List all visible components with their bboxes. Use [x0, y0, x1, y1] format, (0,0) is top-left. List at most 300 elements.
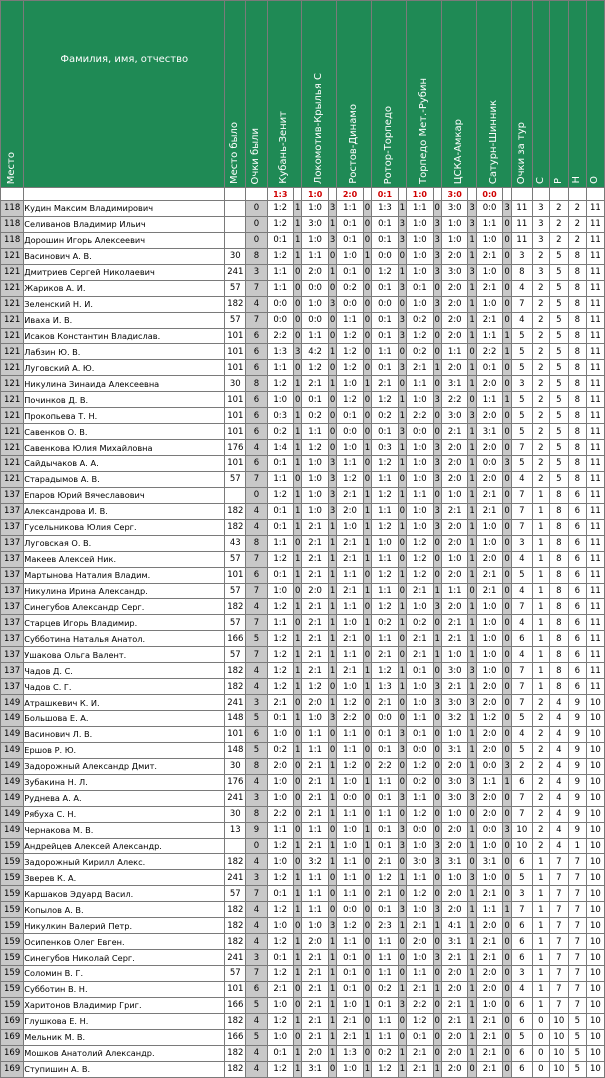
- was-points-cell: 4: [246, 934, 267, 950]
- prediction-cell: 1:2: [372, 870, 398, 886]
- s-cell: 1: [532, 902, 549, 918]
- prediction-cell: 2:0: [302, 583, 328, 599]
- points-cell: 1: [468, 567, 476, 583]
- o-cell: 10: [586, 822, 604, 838]
- prediction-cell: 0:1: [267, 1045, 293, 1061]
- table-row: [1, 392, 605, 408]
- was-place-cell: 182: [225, 519, 246, 535]
- was-points-cell: 4: [246, 440, 267, 456]
- points-cell: 0: [328, 408, 336, 424]
- prediction-cell: 2:1: [476, 934, 502, 950]
- s-cell: 1: [532, 631, 549, 647]
- prediction-cell: 0:0: [372, 296, 398, 312]
- prediction-cell: 1:0: [441, 870, 467, 886]
- s-cell: 0: [532, 1045, 549, 1061]
- prediction-cell: 2:0: [441, 456, 467, 472]
- points-cell: 3: [468, 774, 476, 790]
- was-place-cell: 241: [225, 870, 246, 886]
- points-cell: 0: [503, 695, 511, 711]
- prediction-cell: 1:0: [337, 615, 363, 631]
- points-cell: 0: [433, 344, 441, 360]
- o-cell: 11: [586, 503, 604, 519]
- prediction-cell: 0:1: [337, 408, 363, 424]
- points-cell: 1: [293, 216, 301, 232]
- s-cell: 1: [532, 870, 549, 886]
- was-place-cell: 101: [225, 456, 246, 472]
- prediction-cell: 1:0: [476, 599, 502, 615]
- was-points-cell: 3: [246, 695, 267, 711]
- points-cell: 1: [293, 966, 301, 982]
- points-cell: 1: [363, 679, 371, 695]
- name-cell: Каршаков Эдуард Васил.: [24, 886, 225, 902]
- points-cell: 0: [503, 440, 511, 456]
- points-cell: 3: [398, 997, 406, 1013]
- prediction-cell: 2:0: [441, 822, 467, 838]
- prediction-cell: 2:3: [372, 918, 398, 934]
- s-cell: 2: [532, 838, 549, 854]
- points-cell: 0: [328, 726, 336, 742]
- points-cell: 1: [433, 631, 441, 647]
- prediction-cell: 1:1: [302, 902, 328, 918]
- prediction-cell: 1:0: [407, 519, 433, 535]
- points-cell: 3: [433, 232, 441, 248]
- name-cell: Кудин Максим Владимирович: [24, 201, 225, 217]
- prediction-cell: 1:1: [476, 392, 502, 408]
- prediction-cell: 2:2: [476, 344, 502, 360]
- was-place-cell: 148: [225, 742, 246, 758]
- prediction-cell: 1:2: [407, 806, 433, 822]
- table-row: [1, 535, 605, 551]
- s-cell: 2: [532, 248, 549, 264]
- points-cell: 1: [468, 551, 476, 567]
- r-cell: 7: [549, 997, 568, 1013]
- points-cell: 0: [363, 344, 371, 360]
- prediction-cell: 2:0: [441, 519, 467, 535]
- r-cell: 7: [549, 886, 568, 902]
- table-row: [1, 471, 605, 487]
- points-cell: 0: [503, 567, 511, 583]
- points-cell: 1: [433, 981, 441, 997]
- points-cell: 0: [398, 854, 406, 870]
- points-cell: 0: [328, 328, 336, 344]
- points-cell: 1: [293, 679, 301, 695]
- round-points-cell: 10: [511, 838, 532, 854]
- o-cell: 11: [586, 392, 604, 408]
- n-cell: 7: [568, 966, 586, 982]
- prediction-cell: 0:0: [302, 280, 328, 296]
- prediction-cell: 1:0: [407, 392, 433, 408]
- s-cell: 2: [532, 392, 549, 408]
- prediction-cell: 1:2: [372, 663, 398, 679]
- table-row: [1, 822, 605, 838]
- was-place-cell: 182: [225, 934, 246, 950]
- round-points-cell: 7: [511, 679, 532, 695]
- points-cell: 0: [363, 424, 371, 440]
- points-cell: 1: [293, 1045, 301, 1061]
- table-row: [1, 328, 605, 344]
- s-cell: 2: [532, 471, 549, 487]
- header-match-5: Торпедо Мет.-Рубин: [407, 1, 442, 188]
- prediction-cell: 1:1: [407, 376, 433, 392]
- prediction-cell: 2:0: [476, 966, 502, 982]
- r-cell: 4: [549, 822, 568, 838]
- points-cell: 1: [328, 647, 336, 663]
- prediction-cell: 2:1: [302, 567, 328, 583]
- was-place-cell: 30: [225, 758, 246, 774]
- table-row: [1, 838, 605, 854]
- points-cell: 1: [293, 886, 301, 902]
- prediction-cell: 1:1: [302, 328, 328, 344]
- points-cell: 0: [503, 424, 511, 440]
- prediction-cell: 2:1: [476, 886, 502, 902]
- was-place-cell: 57: [225, 471, 246, 487]
- table-row: [1, 854, 605, 870]
- prediction-cell: 1:0: [407, 695, 433, 711]
- prediction-cell: 1:1: [337, 201, 363, 217]
- points-cell: 1: [398, 1061, 406, 1077]
- table-row: [1, 1061, 605, 1077]
- was-place-cell: 101: [225, 981, 246, 997]
- r-cell: 10: [549, 1061, 568, 1077]
- points-cell: 0: [363, 296, 371, 312]
- prediction-cell: 2:1: [337, 487, 363, 503]
- prediction-cell: 1:1: [407, 711, 433, 727]
- was-points-cell: 4: [246, 663, 267, 679]
- prediction-cell: 1:0: [267, 918, 293, 934]
- r-cell: 10: [549, 1013, 568, 1029]
- prediction-cell: 3:0: [441, 663, 467, 679]
- n-cell: 9: [568, 711, 586, 727]
- o-cell: 11: [586, 631, 604, 647]
- prediction-cell: 3:1: [441, 854, 467, 870]
- o-cell: 11: [586, 583, 604, 599]
- prediction-cell: 2:1: [441, 950, 467, 966]
- was-place-cell: 30: [225, 248, 246, 264]
- name-cell: Синегубов Александр Серг.: [24, 599, 225, 615]
- points-cell: 1: [468, 981, 476, 997]
- match-result: 1:0: [407, 188, 433, 201]
- points-cell: 0: [328, 886, 336, 902]
- name-cell: Задорожный Александр Дмит.: [24, 758, 225, 774]
- table-row: [1, 950, 605, 966]
- prediction-cell: 1:1: [337, 854, 363, 870]
- points-cell: 1: [328, 535, 336, 551]
- prediction-cell: 1:2: [267, 216, 293, 232]
- prediction-cell: 1:0: [476, 838, 502, 854]
- points-cell: 1: [328, 1029, 336, 1045]
- name-cell: Васинович А. В.: [24, 248, 225, 264]
- was-points-cell: 6: [246, 567, 267, 583]
- points-cell: 1: [398, 408, 406, 424]
- points-cell: 1: [293, 440, 301, 456]
- points-cell: 0: [433, 201, 441, 217]
- points-cell: 3: [398, 424, 406, 440]
- points-cell: 1: [293, 934, 301, 950]
- round-points-cell: 3: [511, 248, 532, 264]
- points-cell: 0: [503, 806, 511, 822]
- prediction-cell: 2:1: [372, 854, 398, 870]
- prediction-cell: 1:2: [267, 870, 293, 886]
- points-cell: 3: [398, 726, 406, 742]
- points-cell: 0: [398, 583, 406, 599]
- r-cell: 4: [549, 695, 568, 711]
- points-cell: 1: [293, 599, 301, 615]
- round-points-cell: 7: [511, 599, 532, 615]
- prediction-cell: 1:0: [337, 997, 363, 1013]
- prediction-cell: 1:1: [372, 966, 398, 982]
- round-points-cell: 5: [511, 360, 532, 376]
- points-cell: 0: [293, 981, 301, 997]
- o-cell: 11: [586, 615, 604, 631]
- prediction-cell: 1:1: [476, 216, 502, 232]
- prediction-cell: 1:1: [372, 503, 398, 519]
- points-cell: 1: [468, 1013, 476, 1029]
- prediction-cell: 1:0: [476, 264, 502, 280]
- place-cell: 149: [1, 774, 24, 790]
- was-points-cell: 6: [246, 726, 267, 742]
- o-cell: 11: [586, 567, 604, 583]
- points-cell: 1: [293, 663, 301, 679]
- prediction-cell: 1:0: [476, 997, 502, 1013]
- prediction-cell: 2:1: [267, 981, 293, 997]
- was-points-cell: 6: [246, 328, 267, 344]
- n-cell: 8: [568, 376, 586, 392]
- was-points-cell: 6: [246, 360, 267, 376]
- r-cell: 8: [549, 599, 568, 615]
- place-cell: 121: [1, 296, 24, 312]
- prediction-cell: 2:1: [302, 838, 328, 854]
- prediction-cell: 1:2: [267, 1013, 293, 1029]
- prediction-cell: 3:1: [302, 1061, 328, 1077]
- table-row: [1, 663, 605, 679]
- prediction-cell: 0:0: [337, 296, 363, 312]
- name-cell: Субботина Наталья Анатол.: [24, 631, 225, 647]
- prediction-cell: 2:0: [337, 503, 363, 519]
- points-cell: 3: [468, 408, 476, 424]
- round-points-cell: 6: [511, 950, 532, 966]
- o-cell: 11: [586, 487, 604, 503]
- points-cell: 1: [293, 711, 301, 727]
- points-cell: 0: [398, 503, 406, 519]
- prediction-cell: 1:1: [407, 870, 433, 886]
- prediction-cell: 2:0: [441, 886, 467, 902]
- points-cell: 1: [468, 424, 476, 440]
- s-cell: 2: [532, 711, 549, 727]
- points-cell: 0: [468, 854, 476, 870]
- round-points-cell: 4: [511, 583, 532, 599]
- prediction-cell: 1:3: [372, 201, 398, 217]
- o-cell: 11: [586, 344, 604, 360]
- points-cell: 0: [433, 487, 441, 503]
- points-cell: 0: [433, 376, 441, 392]
- place-cell: 121: [1, 408, 24, 424]
- table-row: [1, 376, 605, 392]
- points-cell: 3: [433, 519, 441, 535]
- prediction-cell: 1:0: [337, 248, 363, 264]
- was-points-cell: 0: [246, 232, 267, 248]
- points-cell: 1: [468, 360, 476, 376]
- table-row: [1, 918, 605, 934]
- points-cell: 1: [328, 838, 336, 854]
- was-points-cell: 4: [246, 774, 267, 790]
- was-points-cell: 8: [246, 535, 267, 551]
- points-cell: 0: [433, 997, 441, 1013]
- points-cell: 1: [293, 232, 301, 248]
- points-cell: 3: [468, 663, 476, 679]
- prediction-cell: 2:0: [476, 918, 502, 934]
- place-cell: 159: [1, 997, 24, 1013]
- prediction-cell: 0:1: [267, 503, 293, 519]
- prediction-cell: 0:1: [267, 567, 293, 583]
- prediction-cell: 1:1: [267, 822, 293, 838]
- prediction-cell: 0:1: [372, 790, 398, 806]
- prediction-cell: 3:0: [407, 854, 433, 870]
- prediction-cell: 3:1: [441, 742, 467, 758]
- prediction-cell: 3:0: [441, 264, 467, 280]
- prediction-cell: 1:2: [372, 599, 398, 615]
- points-cell: 0: [328, 870, 336, 886]
- name-cell: Зеленский Н. И.: [24, 296, 225, 312]
- prediction-cell: 1:2: [407, 551, 433, 567]
- prediction-cell: 2:1: [302, 535, 328, 551]
- points-cell: 3: [503, 758, 511, 774]
- was-points-cell: 0: [246, 838, 267, 854]
- prediction-cell: 1:1: [302, 822, 328, 838]
- points-cell: 0: [363, 902, 371, 918]
- prediction-cell: 2:1: [337, 583, 363, 599]
- o-cell: 10: [586, 966, 604, 982]
- place-cell: 169: [1, 1013, 24, 1029]
- s-cell: 1: [532, 647, 549, 663]
- place-cell: 137: [1, 487, 24, 503]
- points-cell: 0: [433, 934, 441, 950]
- prediction-cell: 1:0: [302, 471, 328, 487]
- s-cell: 2: [532, 440, 549, 456]
- points-cell: 0: [503, 981, 511, 997]
- points-cell: 0: [293, 918, 301, 934]
- prediction-cell: 2:0: [441, 1061, 467, 1077]
- s-cell: 1: [532, 950, 549, 966]
- points-cell: 0: [503, 551, 511, 567]
- place-cell: 159: [1, 934, 24, 950]
- name-cell: Рябуха С. Н.: [24, 806, 225, 822]
- was-place-cell: 166: [225, 631, 246, 647]
- points-cell: 0: [503, 966, 511, 982]
- points-cell: 3: [433, 599, 441, 615]
- place-cell: 149: [1, 711, 24, 727]
- standings-body: [1, 201, 605, 1078]
- points-cell: 0: [433, 1045, 441, 1061]
- o-cell: 10: [586, 711, 604, 727]
- points-cell: 0: [293, 264, 301, 280]
- prediction-cell: 2:0: [441, 535, 467, 551]
- prediction-cell: 1:2: [302, 679, 328, 695]
- points-cell: 0: [503, 503, 511, 519]
- n-cell: 5: [568, 1013, 586, 1029]
- table-row: [1, 583, 605, 599]
- s-cell: 2: [532, 408, 549, 424]
- place-cell: 121: [1, 360, 24, 376]
- prediction-cell: 2:0: [476, 551, 502, 567]
- points-cell: 0: [468, 806, 476, 822]
- round-points-cell: 7: [511, 790, 532, 806]
- r-cell: 8: [549, 631, 568, 647]
- header-was-place: Место было: [225, 1, 246, 188]
- name-cell: Гусельникова Юлия Серг.: [24, 519, 225, 535]
- n-cell: 8: [568, 408, 586, 424]
- points-cell: 1: [293, 902, 301, 918]
- was-points-cell: 5: [246, 997, 267, 1013]
- points-cell: 1: [363, 440, 371, 456]
- points-cell: 0: [503, 599, 511, 615]
- points-cell: 1: [293, 647, 301, 663]
- was-place-cell: 182: [225, 1061, 246, 1077]
- prediction-cell: 2:1: [302, 997, 328, 1013]
- points-cell: 0: [363, 201, 371, 217]
- points-cell: 0: [363, 695, 371, 711]
- prediction-cell: 0:1: [372, 742, 398, 758]
- prediction-cell: 1:0: [407, 296, 433, 312]
- was-points-cell: 3: [246, 264, 267, 280]
- prediction-cell: 1:1: [407, 201, 433, 217]
- was-points-cell: 6: [246, 408, 267, 424]
- was-points-cell: 4: [246, 503, 267, 519]
- was-points-cell: 7: [246, 471, 267, 487]
- name-cell: Чадов С. Г.: [24, 679, 225, 695]
- points-cell: 0: [363, 790, 371, 806]
- prediction-cell: 1:0: [407, 264, 433, 280]
- prediction-cell: 0:1: [337, 966, 363, 982]
- points-cell: 1: [363, 774, 371, 790]
- r-cell: 7: [549, 966, 568, 982]
- prediction-cell: 2:1: [372, 376, 398, 392]
- points-cell: 0: [293, 535, 301, 551]
- prediction-cell: 1:2: [372, 567, 398, 583]
- points-cell: 1: [468, 726, 476, 742]
- n-cell: 7: [568, 981, 586, 997]
- points-cell: 1: [293, 503, 301, 519]
- points-cell: 1: [468, 918, 476, 934]
- points-cell: 1: [503, 902, 511, 918]
- points-cell: 1: [468, 950, 476, 966]
- points-cell: 1: [468, 328, 476, 344]
- round-points-cell: 11: [511, 216, 532, 232]
- points-cell: 0: [503, 934, 511, 950]
- table-row: [1, 981, 605, 997]
- was-place-cell: 57: [225, 966, 246, 982]
- points-cell: 0: [363, 280, 371, 296]
- prediction-cell: 1:1: [267, 471, 293, 487]
- points-cell: 0: [433, 663, 441, 679]
- prediction-cell: 1:1: [372, 806, 398, 822]
- points-cell: 3: [398, 312, 406, 328]
- round-points-cell: 6: [511, 934, 532, 950]
- prediction-cell: 0:2: [267, 742, 293, 758]
- points-cell: 1: [503, 344, 511, 360]
- points-cell: 1: [468, 535, 476, 551]
- prediction-cell: 0:0: [476, 758, 502, 774]
- table-row: [1, 711, 605, 727]
- points-cell: 1: [328, 583, 336, 599]
- o-cell: 10: [586, 726, 604, 742]
- prediction-cell: 2:0: [441, 328, 467, 344]
- prediction-cell: 0:1: [476, 360, 502, 376]
- points-cell: 3: [433, 854, 441, 870]
- prediction-cell: 4:1: [441, 918, 467, 934]
- place-cell: 169: [1, 1029, 24, 1045]
- place-cell: 137: [1, 679, 24, 695]
- name-cell: Большова Е. А.: [24, 711, 225, 727]
